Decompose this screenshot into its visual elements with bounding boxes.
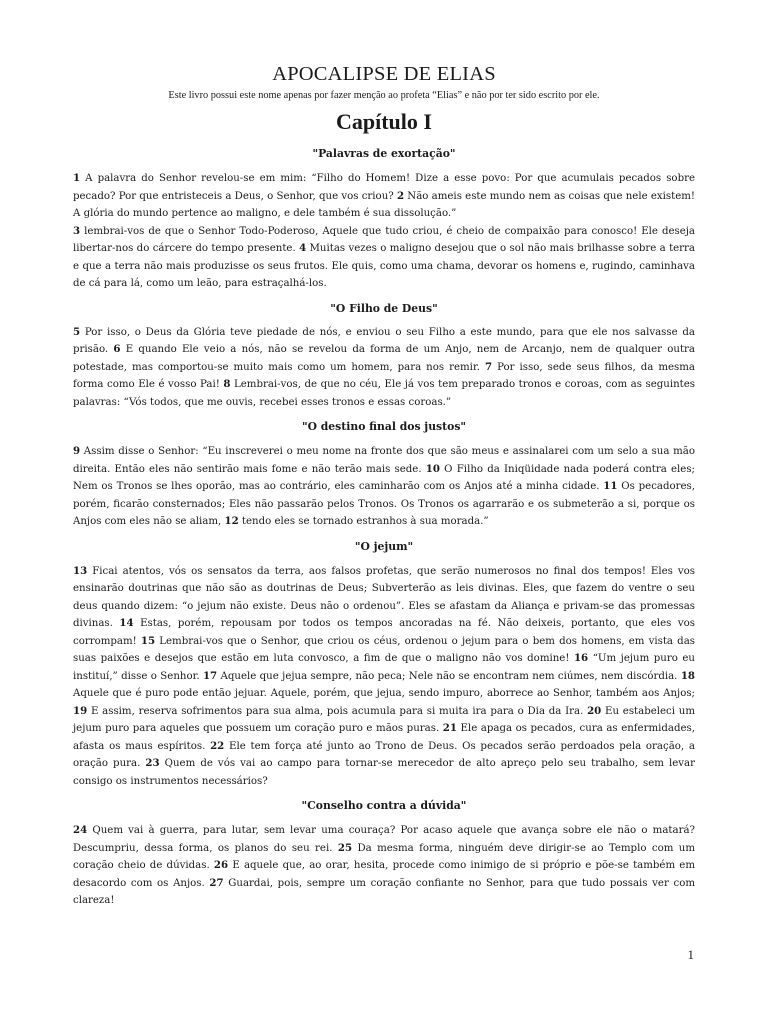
verse-number: 15 bbox=[140, 634, 156, 647]
verse-text: Por isso, o Deus da Glória teve piedade de nós, e enviou o seu Filho a este mundo, para que ele nos salvasse da prisão. bbox=[73, 326, 695, 355]
verse-number: 10 bbox=[425, 462, 440, 475]
verse-text: Aquele que jejua sempre, não peca; Nele não se encontram nem ciúmes, nem discórdia. bbox=[217, 670, 681, 682]
verse-number: 2 bbox=[396, 189, 405, 202]
verse-text: “Um jejum puro eu instituí,” disse o Senhor. bbox=[73, 653, 695, 682]
verse-text: Estas, porém, repousam por todos os tempos ancoradas na fé. Não deixeis, portanto, que eles vos corrompam! bbox=[73, 618, 695, 647]
verse-text: Assim disse o Senhor: “Eu inscreverei o meu nome na fronte dos que são meus e assinalarei com um selo a sua mão direita. Então eles não sentirão mais fome e não terão mais sede. bbox=[73, 446, 695, 475]
section-heading-jejum: "O jejum" bbox=[354, 539, 414, 553]
verse-text: Lembrai-vos que o Senhor, que criou os céus, ordenou o jejum para o bem dos homens, em vista das suas paixões e desejos que estão em luta convosco, a fim de que o maligno não vos domine! bbox=[73, 635, 695, 664]
verse-text: lembrai-vos de que o Senhor Todo-Poderoso, Aquele que tudo criou, é cheio de compaixão para conosco! Ele deseja libertar-nos do cárcere do tempo presente. bbox=[73, 225, 695, 254]
verse-text: Muitas vezes o maligno desejou que o sol não mais brilhasse sobre a terra e que a terra não mais produzisse os seus frutos. Ele quis, como uma chama, devorar os homens e, rugindo, caminhava de cá para lá, como um leão, para estraçalhá-los. bbox=[73, 243, 696, 289]
verse-text: A palavra do Senhor revelou-se em mim: “Filho do Homem! Dize a esse povo: Por que acumulais pecados sobre pecado? Por que entristeceis a Deus, o Senhor, que vos criou? bbox=[73, 173, 695, 202]
paragraph bbox=[73, 443, 695, 531]
document-page bbox=[73, 62, 695, 910]
section-body-duvida bbox=[73, 822, 695, 910]
section-body-exortacao bbox=[73, 170, 695, 293]
verse-text: Não ameis este mundo nem as coisas que nele existem! A glória do mundo pertence ao maligno, e dele também é sua dissolução.” bbox=[73, 190, 695, 219]
verse-text: E assim, reserva sofrimentos para sua alma, pois acumula para si muita ira para o Dia da Ira. bbox=[87, 705, 588, 717]
verse-number: 14 bbox=[119, 617, 134, 629]
verse-number: 6 bbox=[113, 343, 121, 355]
verse-number: 25 bbox=[337, 841, 353, 854]
chapter-heading: Capítulo I bbox=[336, 109, 432, 134]
verse-number: 12 bbox=[224, 515, 239, 527]
verse-text: Da mesma forma, ninguém deve dirigir-se ao Templo com um coração cheio de dúvidas. bbox=[73, 842, 695, 871]
verse-number: 17 bbox=[202, 669, 218, 682]
verse-number: 20 bbox=[587, 704, 602, 717]
verse-text: Por isso, sede seus filhos, da mesma forma como Ele é vosso Pai! bbox=[73, 361, 696, 390]
paragraph bbox=[73, 324, 695, 412]
section-body-filho-de-deus bbox=[73, 324, 695, 412]
verse-number: 26 bbox=[213, 859, 229, 871]
verse-text: Os pecadores, porém, ficarão consternados; Eles não passarão pelos Tronos. Os Tronos os agarrarão e os submeterão a si, porque os Anjos com eles não se aliam, bbox=[73, 481, 695, 527]
section-heading-destino-final: "O destino final dos justos" bbox=[301, 420, 467, 433]
verse-number: 8 bbox=[223, 378, 231, 390]
document-subtitle: Este livro possui este nome apenas por fazer menção ao profeta “Elias” e não por ter sido escrito por ele. bbox=[168, 90, 600, 101]
verse-number: 16 bbox=[573, 652, 589, 664]
verse-number: 11 bbox=[603, 480, 618, 492]
document-title: APOCALIPSE DE ELIAS bbox=[272, 63, 496, 85]
verse-text: tendo eles se tornado estranhos à sua morada.” bbox=[238, 516, 489, 527]
verse-text: O Filho da Iniqüidade nada poderá contra eles; Nem os Tronos se lhes oporão, mas ao contrário, eles caminharão com os Anjos até a minha cidade. bbox=[73, 463, 695, 492]
verse-number: 9 bbox=[73, 445, 81, 457]
verse-text: Ele apaga os pecados, cura as enfermidades, afasta os maus espíritos. bbox=[73, 723, 695, 752]
verse-text: Quem vai à guerra, para lutar, sem levar uma couraça? Por acaso aquele que avança sobre ele não o matará? Descumpriu, dessa forma, os planos do seu rei. bbox=[73, 825, 695, 854]
section-heading-exortacao: "Palavras de exortação" bbox=[312, 147, 456, 160]
verse-text: Guardai, pois, sempre um coração confiante no Senhor, para que tudo possais ver com clareza! bbox=[73, 877, 695, 906]
verse-text: Ele tem força até junto ao Trono de Deus. Os pecados serão perdoados pela oração, a oração pura. bbox=[73, 740, 695, 769]
verse-number: 5 bbox=[73, 325, 81, 338]
verse-number: 19 bbox=[73, 704, 88, 717]
verse-text: Quem de vós vai ao campo para tornar-se merecedor de alto apreço pelo seu trabalho, sem levar consigo os instrumentos necessários? bbox=[73, 758, 695, 787]
verse-number: 4 bbox=[299, 242, 307, 254]
verse-text: E quando Ele veio a nós, não se revelou da forma de um Anjo, nem de Arcanjo, nem de qualquer outra potestade, mas comportou-se muito mais como um homem, para nos remir. bbox=[73, 344, 695, 373]
verse-number: 7 bbox=[484, 360, 493, 373]
paragraph bbox=[73, 563, 695, 791]
page-number: 1 bbox=[687, 947, 694, 962]
paragraph bbox=[73, 223, 695, 293]
verse-text: E aquele que, ao orar, hesita, procede como inimigo de si próprio e põe-se também em desacordo com os Anjos. bbox=[73, 860, 695, 889]
section-body-jejum bbox=[73, 563, 695, 791]
verse-number: 21 bbox=[442, 722, 457, 734]
verse-number: 1 bbox=[73, 172, 81, 184]
verse-number: 23 bbox=[145, 757, 160, 769]
verse-number: 18 bbox=[680, 669, 695, 682]
verse-number: 24 bbox=[73, 824, 88, 836]
section-body-destino-final bbox=[73, 443, 695, 531]
verse-text: Aquele que é puro pode então jejuar. Aquele, porém, que jejua, sendo impuro, aborrece ao Senhor, também aos Anjos; bbox=[73, 688, 695, 699]
section-heading-duvida: "Conselho contra a dúvida" bbox=[301, 799, 467, 812]
verse-text: Eu estabeleci um jejum puro para aqueles que possuem um coração puro e mãos puras. bbox=[73, 705, 695, 734]
verse-number: 3 bbox=[73, 224, 81, 237]
verse-number: 22 bbox=[210, 739, 225, 752]
paragraph bbox=[73, 170, 695, 223]
section-heading-filho-de-deus: "O Filho de Deus" bbox=[330, 301, 438, 315]
verse-number: 27 bbox=[209, 876, 224, 889]
paragraph bbox=[73, 822, 695, 910]
verse-text: Ficai atentos, vós os sensatos da terra, aos falsos profetas, que serão numerosos no final dos tempos! Eles vos ensinarão doutrinas que não são as doutrinas de Deus; Subverterão as leis divinas. Eles, que fazem do ventre o seu deus quando dizem: “o jejum não existe. Deus não o ordenou”. Eles se afastam da Aliança e privam-se das promessas divinas. bbox=[73, 565, 695, 629]
verse-text: Lembrai-vos, de que no céu, Ele já vos tem preparado tronos e coroas, com as seguintes palavras: “Vós todos, que me ouvis, recebei esses tronos e essas coroas.” bbox=[73, 379, 696, 408]
verse-number: 13 bbox=[73, 564, 88, 577]
